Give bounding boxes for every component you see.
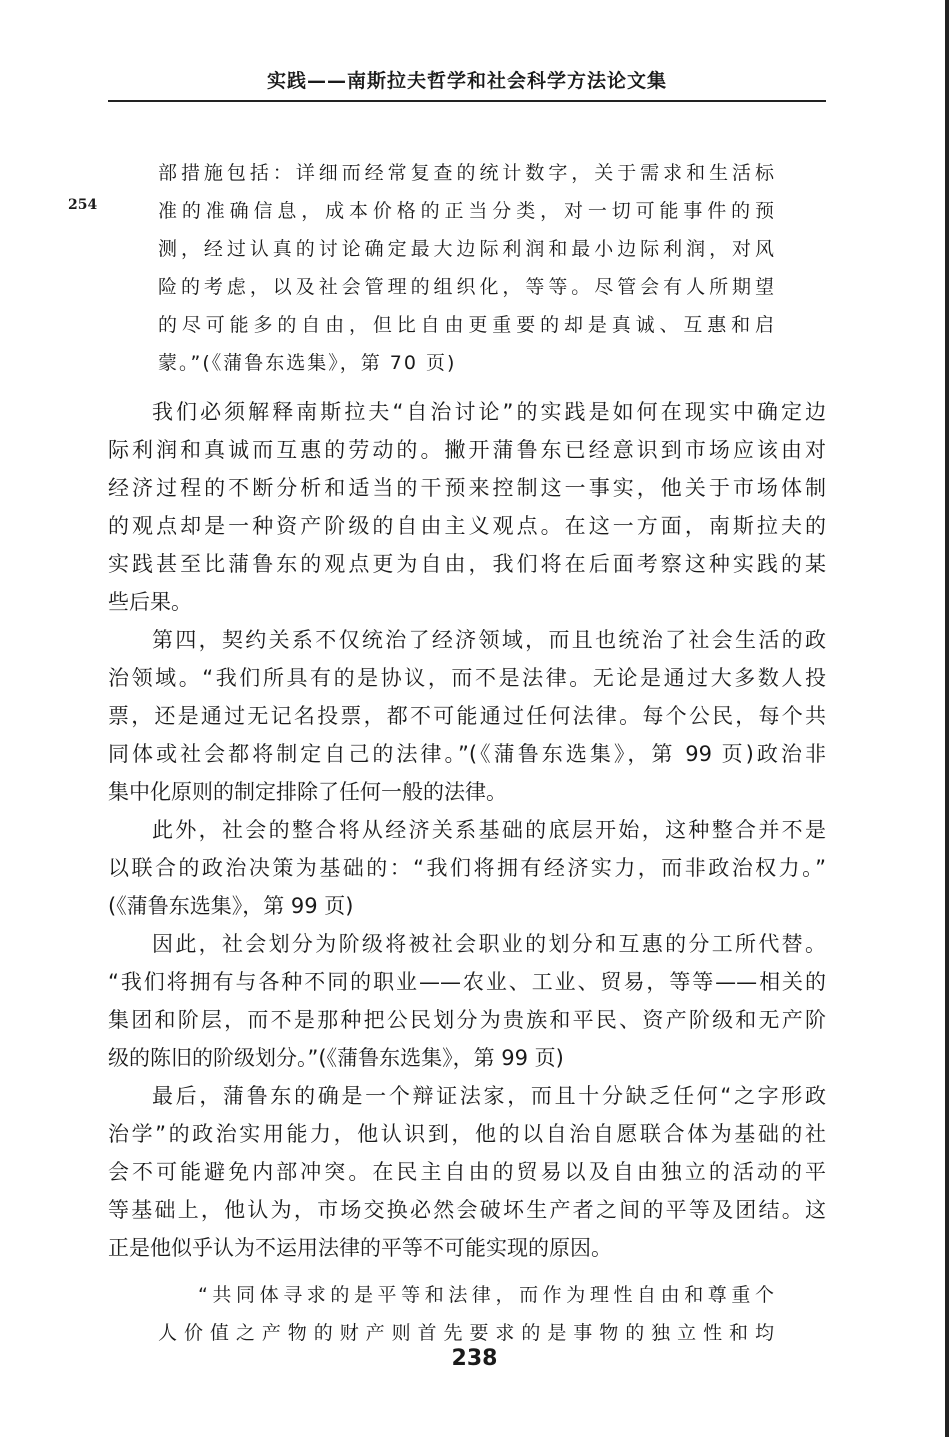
body-line: 会不可能避免内部冲突。在民主自由的贸易以及自由独立的活动的平 <box>108 1160 826 1184</box>
page-number: 238 <box>451 1346 498 1371</box>
body-line: 我们必须解释南斯拉夫“自治讨论”的实践是如何在现实中确定边 <box>152 400 826 424</box>
body-line: 等基础上，他认为，市场交换必然会破坏生产者之间的平等及团结。这 <box>108 1198 826 1222</box>
body-line: 际利润和真诚而互惠的劳动的。撇开蒲鲁东已经意识到市场应该由对 <box>108 438 826 462</box>
margin-page-number: 254 <box>68 197 98 213</box>
body-line: 的观点却是一种资产阶级的自由主义观点。在这一方面，南斯拉夫的 <box>108 514 826 538</box>
body-line: 票，还是通过无记名投票，都不可能通过任何法律。每个公民，每个共 <box>108 704 826 728</box>
body-line: 级的陈旧的阶级划分。”(《蒲鲁东选集》，第 99 页) <box>108 1046 564 1070</box>
body-line: 最后，蒲鲁东的确是一个辩证法家，而且十分缺乏任何“之字形政 <box>152 1084 826 1108</box>
body-line: 此外，社会的整合将从经济关系基础的底层开始，这种整合并不是 <box>152 818 826 842</box>
quote-line: “共同体寻求的是平等和法律，而作为理性自由和尊重个 <box>198 1284 776 1306</box>
body-line: 正是他似乎认为不运用法律的平等不可能实现的原因。 <box>108 1236 612 1260</box>
quote-line: 测，经过认真的讨论确定最大边际利润和最小边际利润，对风 <box>158 238 776 260</box>
body-line: “我们将拥有与各种不同的职业——农业、工业、贸易，等等——相关的 <box>108 970 826 994</box>
body-line: 些后果。 <box>108 590 192 614</box>
body-line: (《蒲鲁东选集》，第 99 页) <box>108 894 354 918</box>
running-header: 实践——南斯拉夫哲学和社会科学方法论文集 <box>266 70 667 92</box>
body-line: 以联合的政治决策为基础的：“我们将拥有经济实力，而非政治权力。” <box>108 856 826 880</box>
page-edge <box>945 0 949 1437</box>
body-line: 治学”的政治实用能力，他认识到，他的以自治自愿联合体为基础的社 <box>108 1122 826 1146</box>
quote-line: 的尽可能多的自由，但比自由更重要的却是真诚、互惠和启 <box>158 314 776 336</box>
body-line: 实践甚至比蒲鲁东的观点更为自由，我们将在后面考察这种实践的某 <box>108 552 826 576</box>
body-line: 集团和阶层，而不是那种把公民划分为贵族和平民、资产阶级和无产阶 <box>108 1008 826 1032</box>
body-line: 同体或社会都将制定自己的法律。”(《蒲鲁东选集》，第 99 页)政治非 <box>108 742 826 766</box>
body-line: 治领域。“我们所具有的是协议，而不是法律。无论是通过大多数人投 <box>108 666 826 690</box>
body-line: 集中化原则的制定排除了任何一般的法律。 <box>108 780 507 804</box>
quote-line: 蒙。”(《蒲鲁东选集》，第 70 页) <box>158 352 457 374</box>
quote-line: 险的考虑，以及社会管理的组织化，等等。尽管会有人所期望 <box>158 276 776 298</box>
header-rule <box>108 100 826 102</box>
body-line: 经济过程的不断分析和适当的干预来控制这一事实，他关于市场体制 <box>108 476 826 500</box>
body-line: 因此，社会划分为阶级将被社会职业的划分和互惠的分工所代替。 <box>152 932 826 956</box>
quote-line: 准的准确信息，成本价格的正当分类，对一切可能事件的预 <box>158 200 776 222</box>
quote-line: 部措施包括：详细而经常复查的统计数字，关于需求和生活标 <box>158 162 776 184</box>
body-line: 第四，契约关系不仅统治了经济领域，而且也统治了社会生活的政 <box>152 628 826 652</box>
quote-line: 人价值之产物的财产则首先要求的是事物的独立性和均 <box>158 1322 776 1344</box>
